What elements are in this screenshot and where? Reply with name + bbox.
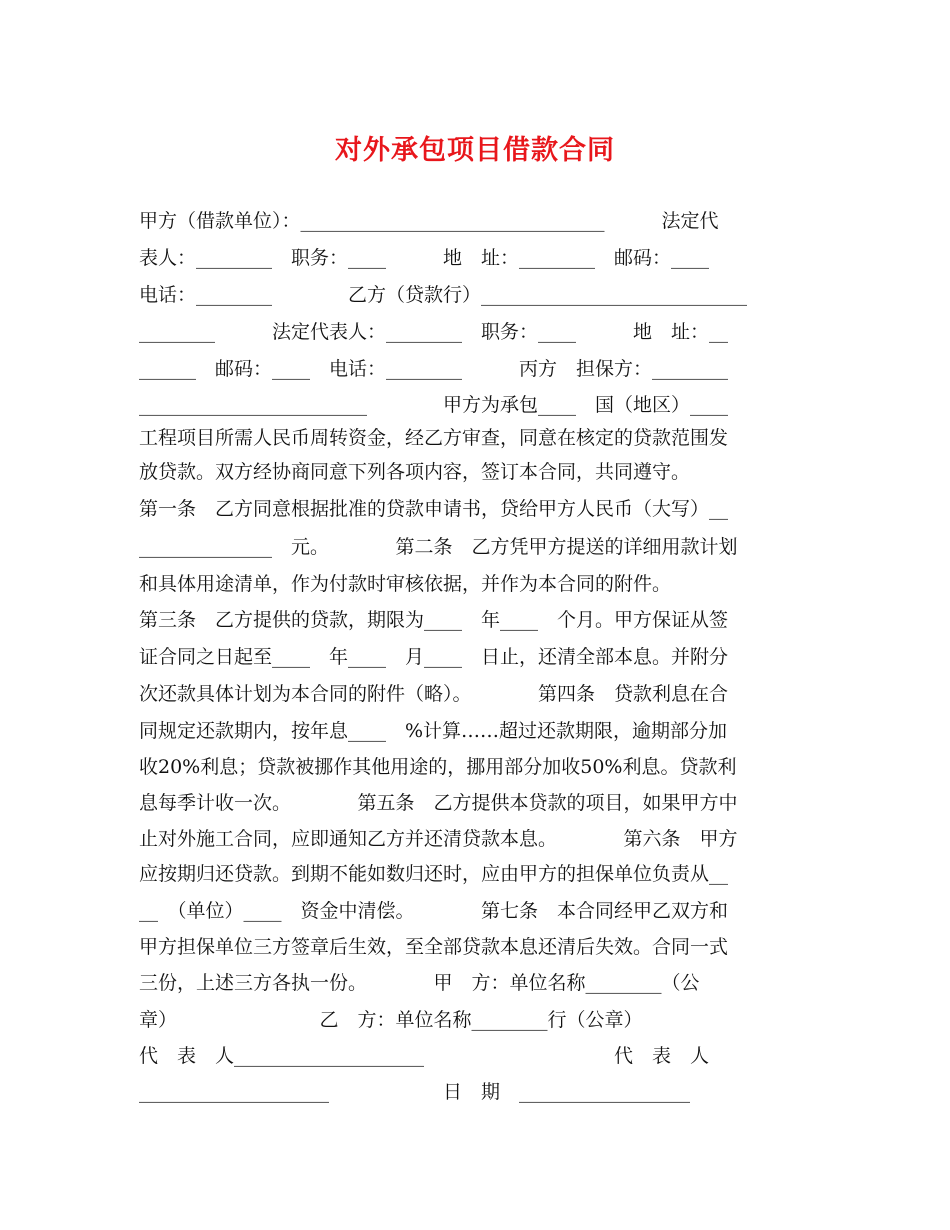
body-line: 工程项目所需人民币周转资金，经乙方审查，同意在核定的贷款范围发	[139, 427, 729, 449]
body-line: __ （单位）____ 资金中清偿。 第七条 本合同经甲乙双方和	[139, 900, 729, 922]
body-line: 止对外施工合同，应即通知乙方并还清贷款本息。 第六条 甲方	[139, 828, 738, 850]
body-line: 同规定还款期内，按年息____ %计算……超过还款期限，逾期部分加	[139, 720, 728, 742]
body-line: 甲方担保单位三方签章后生效，至全部贷款本息还清后失效。合同一式	[139, 936, 729, 958]
document-title: 对外承包项目借款合同	[335, 135, 615, 166]
body-line: ______ 邮码：____ 电话：________ 丙方 担保方：________	[139, 358, 729, 380]
body-line: 证合同之日起至____ 年____ 月____ 日止，还清全部本息。并附分	[139, 646, 729, 668]
body-line: ________ 法定代表人：________ 职务：____ 地 址：__	[139, 321, 729, 343]
body-line: 三份，上述三方各执一份。 甲 方：单位名称________（公	[139, 972, 700, 994]
body-line: 表人：________ 职务：____ 地 址：________ 邮码：____	[139, 247, 710, 269]
body-line: 和具体用途清单，作为付款时审核依据，并作为本合同的附件。	[139, 573, 672, 595]
body-line: ____________________ 日 期 __________________	[139, 1081, 691, 1103]
body-line: 放贷款。双方经协商同意下列各项内容，签订本合同，共同遵守。	[139, 461, 691, 483]
body-line: 第一条 乙方同意根据批准的贷款申请书，贷给甲方人民币（大写）__	[139, 498, 729, 520]
body-line: 章） 乙 方：单位名称________行（公章）	[139, 1009, 643, 1031]
body-line: ______________ 元。 第二条 乙方凭甲方提送的详细用款计划	[139, 536, 738, 558]
body-line: ________________________ 甲方为承包____ 国（地区）____	[139, 394, 729, 416]
body-line: 息每季计收一次。 第五条 乙方提供本贷款的项目，如果甲方中	[139, 792, 738, 814]
body-line: 应按期归还贷款。到期不能如数归还时，应由甲方的担保单位负责从__	[139, 863, 729, 885]
body-line: 甲方（借款单位）：________________________________ 法定代	[139, 210, 719, 232]
body-line: 电话：________ 乙方（贷款行）____________________________	[139, 284, 748, 306]
body-line: 收20%利息；贷款被挪作其他用途的，挪用部分加收50%利息。贷款利	[139, 756, 737, 778]
body-line: 次还款具体计划为本合同的附件（略）。 第四条 贷款利息在合	[139, 683, 729, 705]
body-line: 第三条 乙方提供的贷款，期限为____ 年____ 个月。甲方保证从签	[139, 609, 729, 631]
body-line: 代 表 人____________________ 代 表 人	[139, 1045, 710, 1067]
